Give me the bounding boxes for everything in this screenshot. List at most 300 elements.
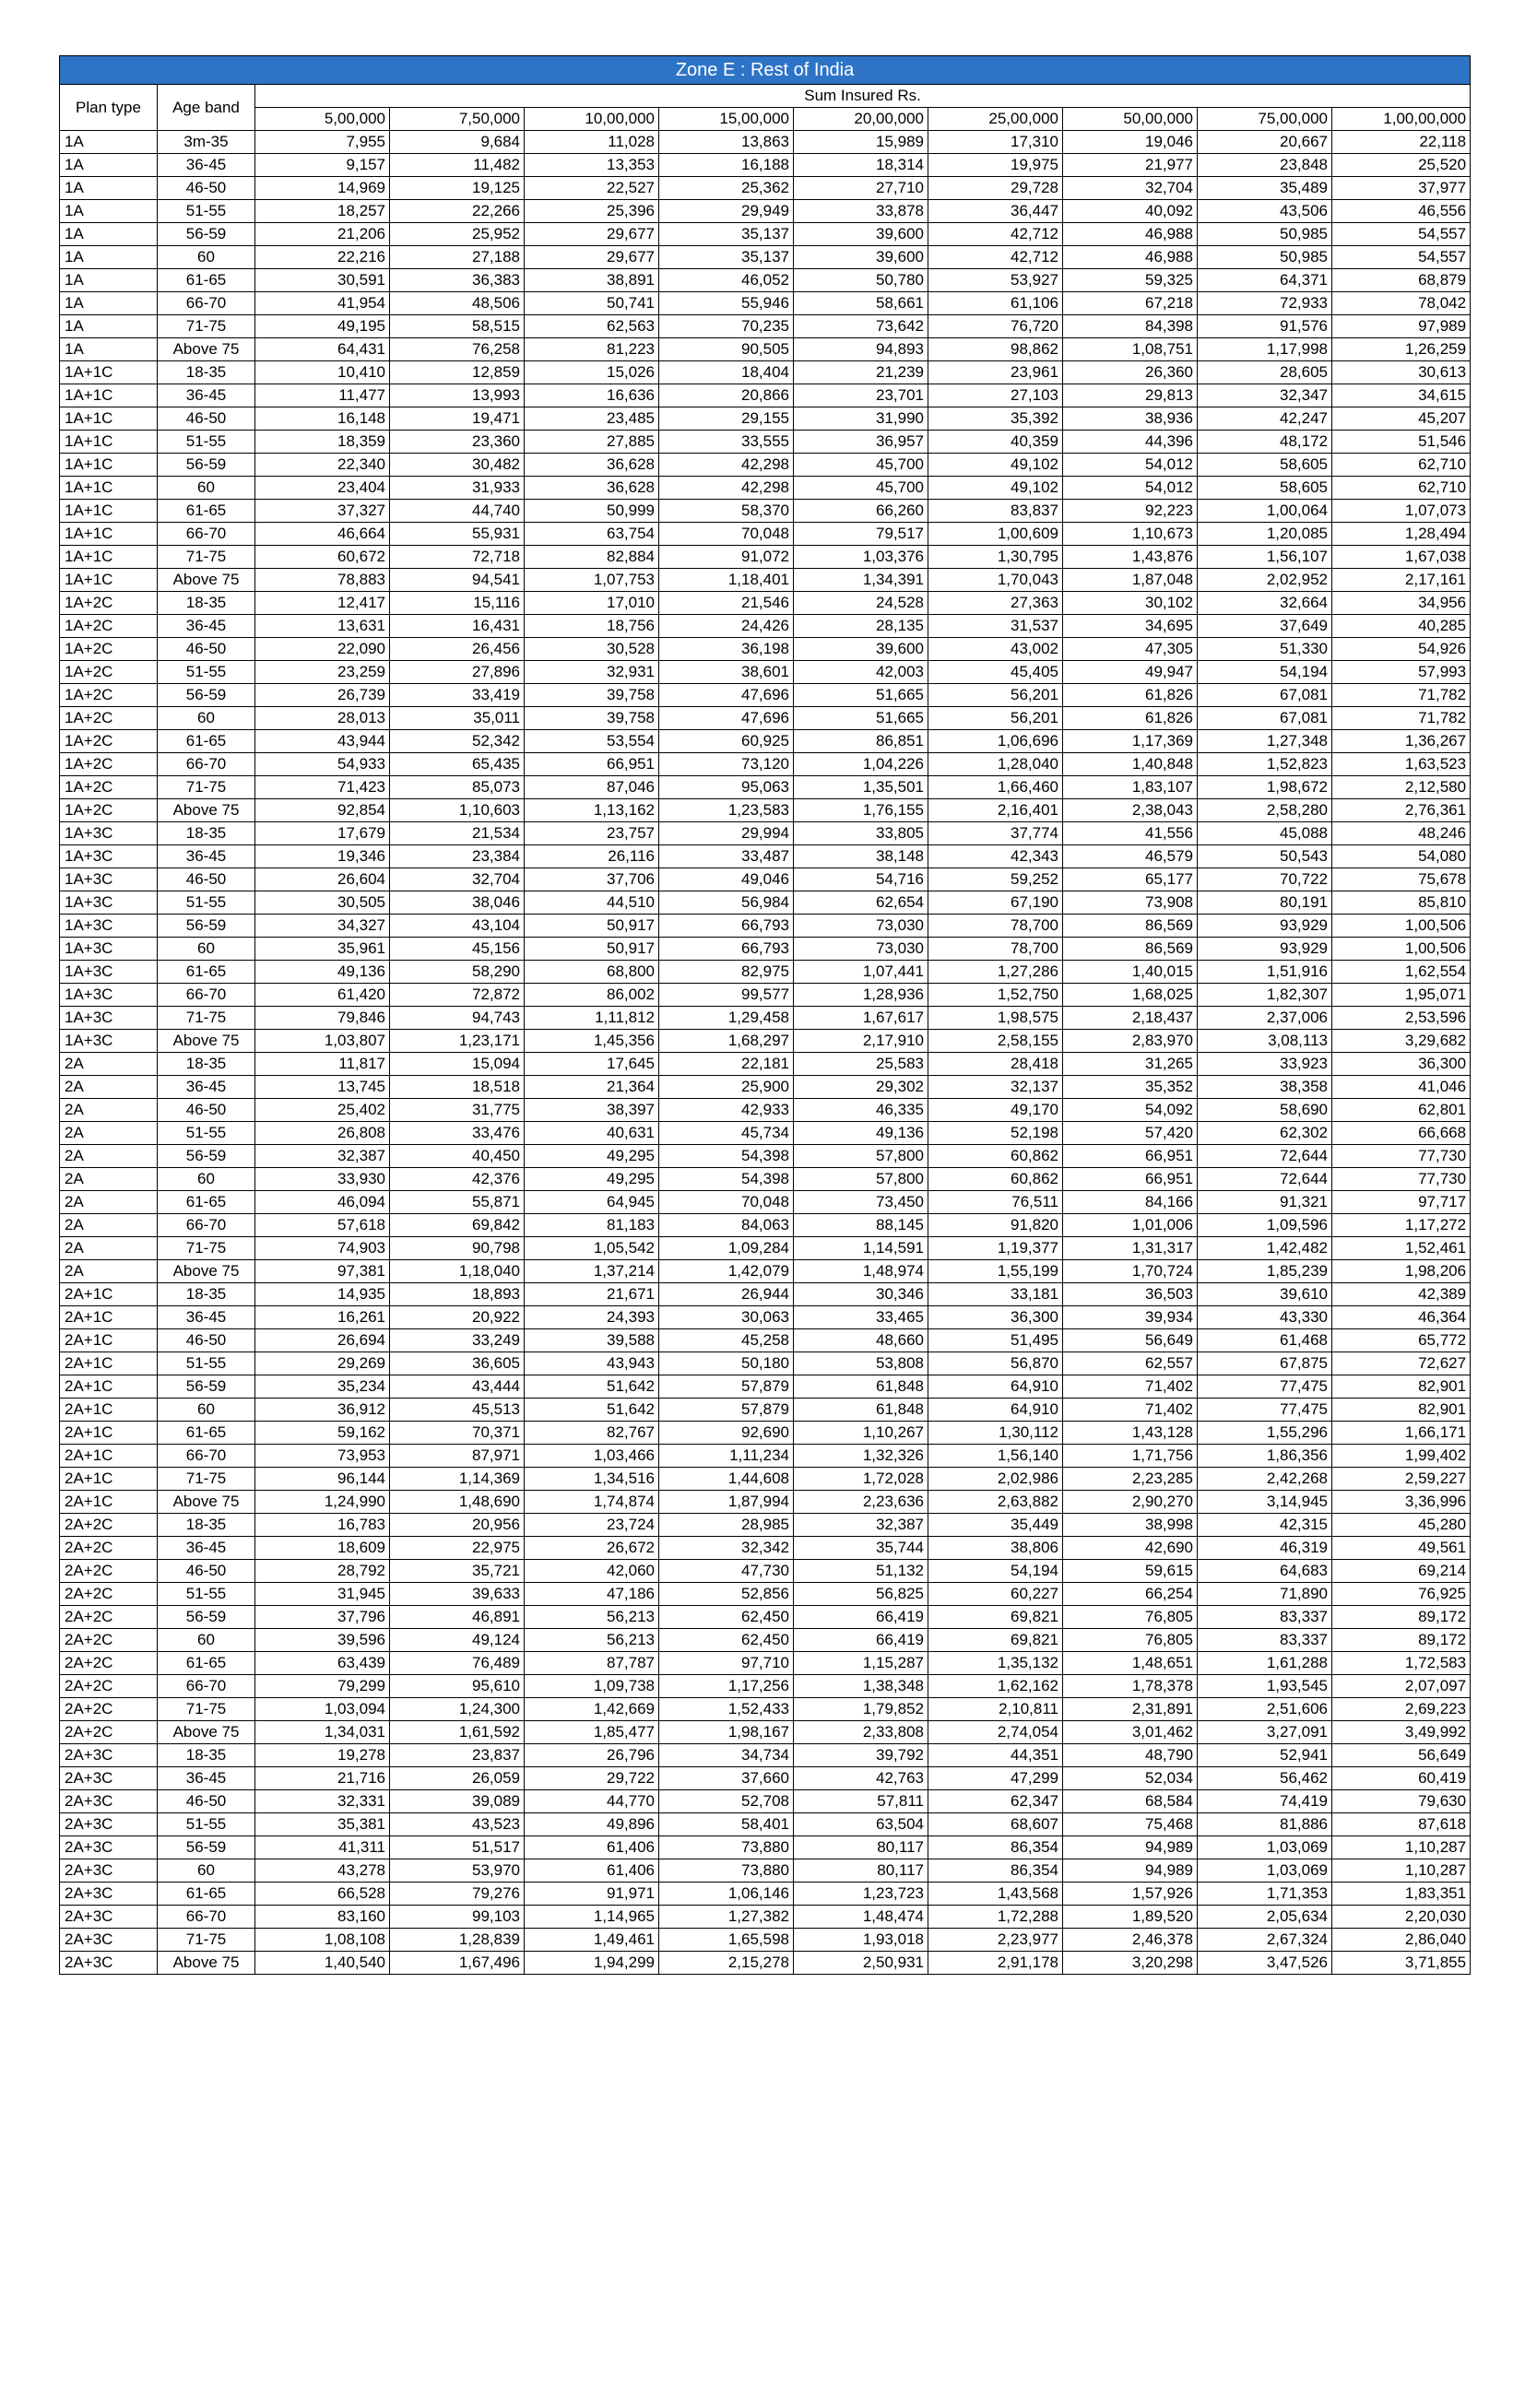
age-band-cell: 71-75 — [158, 546, 255, 569]
premium-cell: 34,327 — [255, 915, 390, 938]
table-row — [60, 1283, 1471, 1306]
premium-cell: 42,298 — [659, 454, 794, 477]
table-row — [60, 269, 1471, 292]
age-band-cell: Above 75 — [158, 1952, 255, 1975]
premium-cell: 73,880 — [659, 1859, 794, 1883]
premium-cell: 15,989 — [794, 131, 928, 154]
plan-type-cell: 1A+1C — [60, 454, 158, 477]
premium-cell: 81,223 — [525, 338, 659, 361]
premium-cell: 1,56,107 — [1198, 546, 1332, 569]
premium-cell: 1,83,351 — [1332, 1883, 1471, 1906]
premium-cell: 2,18,437 — [1063, 1007, 1198, 1030]
premium-cell: 66,668 — [1332, 1122, 1471, 1145]
premium-cell: 42,763 — [794, 1767, 928, 1790]
premium-cell: 64,683 — [1198, 1560, 1332, 1583]
age-band-cell: 36-45 — [158, 1306, 255, 1329]
premium-cell: 45,700 — [794, 477, 928, 500]
premium-cell: 28,418 — [928, 1053, 1063, 1076]
table-row — [60, 177, 1471, 200]
age-band-cell: 18-35 — [158, 592, 255, 615]
premium-cell: 49,102 — [928, 454, 1063, 477]
premium-cell: 82,901 — [1332, 1375, 1471, 1399]
premium-cell: 42,389 — [1332, 1283, 1471, 1306]
table-row — [60, 200, 1471, 223]
premium-cell: 39,600 — [794, 638, 928, 661]
premium-cell: 71,890 — [1198, 1583, 1332, 1606]
premium-cell: 1,72,288 — [928, 1906, 1063, 1929]
premium-cell: 1,34,391 — [794, 569, 928, 592]
premium-cell: 71,423 — [255, 776, 390, 799]
premium-cell: 11,477 — [255, 384, 390, 407]
premium-cell: 54,398 — [659, 1168, 794, 1191]
age-band-cell: 46-50 — [158, 1560, 255, 1583]
premium-cell: 64,945 — [525, 1191, 659, 1214]
premium-cell: 50,917 — [525, 938, 659, 961]
premium-cell: 35,381 — [255, 1813, 390, 1836]
premium-cell: 59,162 — [255, 1422, 390, 1445]
premium-cell: 2,86,040 — [1332, 1929, 1471, 1952]
premium-cell: 68,879 — [1332, 269, 1471, 292]
premium-cell: 42,376 — [390, 1168, 525, 1191]
premium-cell: 52,941 — [1198, 1744, 1332, 1767]
premium-cell: 19,975 — [928, 154, 1063, 177]
premium-cell: 29,722 — [525, 1767, 659, 1790]
premium-cell: 3,29,682 — [1332, 1030, 1471, 1053]
premium-cell: 69,842 — [390, 1214, 525, 1237]
premium-cell: 17,679 — [255, 822, 390, 845]
premium-cell: 11,817 — [255, 1053, 390, 1076]
plan-type-cell: 2A+1C — [60, 1283, 158, 1306]
premium-cell: 51,495 — [928, 1329, 1063, 1352]
premium-cell: 31,990 — [794, 407, 928, 431]
plan-type-cell: 1A — [60, 246, 158, 269]
premium-cell: 46,988 — [1063, 246, 1198, 269]
premium-cell: 21,977 — [1063, 154, 1198, 177]
plan-type-cell: 1A+3C — [60, 961, 158, 984]
plan-type-cell: 1A — [60, 315, 158, 338]
premium-cell: 37,706 — [525, 868, 659, 891]
premium-cell: 99,103 — [390, 1906, 525, 1929]
premium-cell: 62,710 — [1332, 454, 1471, 477]
premium-cell: 49,947 — [1063, 661, 1198, 684]
premium-cell: 1,93,018 — [794, 1929, 928, 1952]
premium-cell: 2,58,280 — [1198, 799, 1332, 822]
age-band-cell: 71-75 — [158, 776, 255, 799]
premium-cell: 78,700 — [928, 915, 1063, 938]
premium-cell: 72,644 — [1198, 1145, 1332, 1168]
premium-cell: 1,85,239 — [1198, 1260, 1332, 1283]
premium-cell: 48,506 — [390, 292, 525, 315]
premium-cell: 90,798 — [390, 1237, 525, 1260]
premium-cell: 33,805 — [794, 822, 928, 845]
age-band-cell: 56-59 — [158, 1375, 255, 1399]
premium-cell: 1,10,287 — [1332, 1836, 1471, 1859]
premium-cell: 53,808 — [794, 1352, 928, 1375]
table-row — [60, 684, 1471, 707]
premium-cell: 15,094 — [390, 1053, 525, 1076]
premium-cell: 1,07,073 — [1332, 500, 1471, 523]
plan-type-cell: 2A+3C — [60, 1744, 158, 1767]
premium-cell: 95,063 — [659, 776, 794, 799]
plan-type-cell: 1A+1C — [60, 361, 158, 384]
plan-type-cell: 2A+2C — [60, 1698, 158, 1721]
premium-cell: 3,47,526 — [1198, 1952, 1332, 1975]
plan-type-cell: 2A+1C — [60, 1329, 158, 1352]
plan-type-cell: 1A — [60, 269, 158, 292]
premium-cell: 36,198 — [659, 638, 794, 661]
table-row — [60, 1191, 1471, 1214]
premium-cell: 69,821 — [928, 1629, 1063, 1652]
premium-cell: 13,993 — [390, 384, 525, 407]
age-band-cell: 60 — [158, 1399, 255, 1422]
age-band-cell: Above 75 — [158, 569, 255, 592]
premium-cell: 31,945 — [255, 1583, 390, 1606]
premium-cell: 1,68,025 — [1063, 984, 1198, 1007]
table-row — [60, 1260, 1471, 1283]
premium-cell: 1,94,299 — [525, 1952, 659, 1975]
premium-cell: 29,302 — [794, 1076, 928, 1099]
premium-cell: 99,577 — [659, 984, 794, 1007]
premium-cell: 21,239 — [794, 361, 928, 384]
plan-type-cell: 1A+2C — [60, 799, 158, 822]
premium-cell: 62,557 — [1063, 1352, 1198, 1375]
premium-cell: 3,08,113 — [1198, 1030, 1332, 1053]
premium-cell: 15,116 — [390, 592, 525, 615]
premium-cell: 21,716 — [255, 1767, 390, 1790]
premium-cell: 9,684 — [390, 131, 525, 154]
premium-cell: 62,302 — [1198, 1122, 1332, 1145]
premium-cell: 2,10,811 — [928, 1698, 1063, 1721]
premium-cell: 45,088 — [1198, 822, 1332, 845]
premium-cell: 29,994 — [659, 822, 794, 845]
premium-cell: 81,886 — [1198, 1813, 1332, 1836]
premium-cell: 32,342 — [659, 1537, 794, 1560]
premium-cell: 73,120 — [659, 753, 794, 776]
premium-cell: 93,929 — [1198, 915, 1332, 938]
plan-type-cell: 2A — [60, 1076, 158, 1099]
premium-cell: 19,278 — [255, 1744, 390, 1767]
premium-cell: 36,957 — [794, 431, 928, 454]
premium-cell: 74,903 — [255, 1237, 390, 1260]
premium-cell: 1,09,738 — [525, 1675, 659, 1698]
premium-cell: 13,353 — [525, 154, 659, 177]
plan-type-cell: 2A+2C — [60, 1514, 158, 1537]
premium-cell: 17,010 — [525, 592, 659, 615]
premium-cell: 2,91,178 — [928, 1952, 1063, 1975]
premium-cell: 35,011 — [390, 707, 525, 730]
premium-cell: 37,660 — [659, 1767, 794, 1790]
premium-cell: 49,102 — [928, 477, 1063, 500]
premium-cell: 59,252 — [928, 868, 1063, 891]
premium-cell: 56,201 — [928, 684, 1063, 707]
premium-cell: 1,71,756 — [1063, 1445, 1198, 1468]
premium-cell: 52,034 — [1063, 1767, 1198, 1790]
premium-cell: 35,489 — [1198, 177, 1332, 200]
premium-cell: 86,002 — [525, 984, 659, 1007]
premium-cell: 39,792 — [794, 1744, 928, 1767]
premium-cell: 28,135 — [794, 615, 928, 638]
age-band-cell: 51-55 — [158, 1583, 255, 1606]
plan-type-cell: 1A+1C — [60, 546, 158, 569]
plan-type-cell: 1A+1C — [60, 500, 158, 523]
premium-cell: 1,00,506 — [1332, 915, 1471, 938]
premium-cell: 75,468 — [1063, 1813, 1198, 1836]
premium-cell: 22,527 — [525, 177, 659, 200]
table-title: Zone E : Rest of India — [60, 56, 1471, 85]
premium-cell: 89,172 — [1332, 1629, 1471, 1652]
plan-type-cell: 1A+3C — [60, 1007, 158, 1030]
table-row — [60, 799, 1471, 822]
premium-cell: 2,38,043 — [1063, 799, 1198, 822]
premium-cell: 54,194 — [928, 1560, 1063, 1583]
sum-insured-column-header: 75,00,000 — [1198, 108, 1332, 131]
premium-cell: 1,03,094 — [255, 1698, 390, 1721]
premium-cell: 90,505 — [659, 338, 794, 361]
premium-cell: 36,300 — [928, 1306, 1063, 1329]
table-row — [60, 477, 1471, 500]
premium-cell: 87,971 — [390, 1445, 525, 1468]
table-row — [60, 384, 1471, 407]
plan-type-cell: 2A+2C — [60, 1629, 158, 1652]
premium-cell: 26,739 — [255, 684, 390, 707]
premium-cell: 27,363 — [928, 592, 1063, 615]
table-row — [60, 1352, 1471, 1375]
table-row — [60, 1491, 1471, 1514]
premium-cell: 25,402 — [255, 1099, 390, 1122]
premium-cell: 70,722 — [1198, 868, 1332, 891]
premium-cell: 3,14,945 — [1198, 1491, 1332, 1514]
premium-cell: 86,354 — [928, 1836, 1063, 1859]
premium-cell: 61,106 — [928, 292, 1063, 315]
age-band-cell: 46-50 — [158, 638, 255, 661]
premium-cell: 72,644 — [1198, 1168, 1332, 1191]
premium-cell: 1,74,874 — [525, 1491, 659, 1514]
premium-cell: 76,925 — [1332, 1583, 1471, 1606]
premium-cell: 95,610 — [390, 1675, 525, 1698]
premium-cell: 53,927 — [928, 269, 1063, 292]
plan-type-cell: 2A+2C — [60, 1537, 158, 1560]
premium-cell: 31,933 — [390, 477, 525, 500]
age-band-cell: 18-35 — [158, 822, 255, 845]
plan-type-cell: 1A+1C — [60, 431, 158, 454]
age-band-cell: 66-70 — [158, 1214, 255, 1237]
premium-cell: 86,851 — [794, 730, 928, 753]
premium-cell: 36,605 — [390, 1352, 525, 1375]
plan-type-cell: 1A+1C — [60, 569, 158, 592]
premium-cell: 16,261 — [255, 1306, 390, 1329]
premium-cell: 83,160 — [255, 1906, 390, 1929]
premium-cell: 35,744 — [794, 1537, 928, 1560]
premium-cell: 54,926 — [1332, 638, 1471, 661]
premium-cell: 1,00,506 — [1332, 938, 1471, 961]
age-band-cell: 56-59 — [158, 1836, 255, 1859]
premium-cell: 28,013 — [255, 707, 390, 730]
premium-cell: 65,177 — [1063, 868, 1198, 891]
premium-cell: 1,42,079 — [659, 1260, 794, 1283]
premium-cell: 1,35,132 — [928, 1652, 1063, 1675]
premium-cell: 23,961 — [928, 361, 1063, 384]
premium-cell: 19,125 — [390, 177, 525, 200]
premium-cell: 18,359 — [255, 431, 390, 454]
premium-cell: 60,227 — [928, 1583, 1063, 1606]
premium-cell: 79,299 — [255, 1675, 390, 1698]
premium-cell: 1,06,146 — [659, 1883, 794, 1906]
premium-cell: 37,796 — [255, 1606, 390, 1629]
premium-cell: 51,330 — [1198, 638, 1332, 661]
table-row — [60, 984, 1471, 1007]
premium-cell: 42,060 — [525, 1560, 659, 1583]
plan-type-cell: 1A+2C — [60, 707, 158, 730]
premium-cell: 56,649 — [1332, 1744, 1471, 1767]
premium-cell: 1,86,356 — [1198, 1445, 1332, 1468]
age-band-cell: 56-59 — [158, 454, 255, 477]
premium-cell: 57,879 — [659, 1375, 794, 1399]
premium-cell: 1,04,226 — [794, 753, 928, 776]
premium-cell: 16,636 — [525, 384, 659, 407]
age-band-cell: 61-65 — [158, 1422, 255, 1445]
premium-cell: 1,28,494 — [1332, 523, 1471, 546]
premium-cell: 32,704 — [1063, 177, 1198, 200]
table-row — [60, 1537, 1471, 1560]
premium-cell: 25,520 — [1332, 154, 1471, 177]
table-row — [60, 500, 1471, 523]
premium-cell: 18,257 — [255, 200, 390, 223]
table-row — [60, 730, 1471, 753]
premium-cell: 48,790 — [1063, 1744, 1198, 1767]
premium-cell: 23,360 — [390, 431, 525, 454]
premium-cell: 1,48,974 — [794, 1260, 928, 1283]
premium-cell: 42,712 — [928, 223, 1063, 246]
plan-type-cell: 2A+3C — [60, 1952, 158, 1975]
premium-cell: 61,468 — [1198, 1329, 1332, 1352]
table-row — [60, 1375, 1471, 1399]
table-row — [60, 1237, 1471, 1260]
premium-cell: 2,51,606 — [1198, 1698, 1332, 1721]
premium-cell: 50,741 — [525, 292, 659, 315]
premium-cell: 30,528 — [525, 638, 659, 661]
premium-cell: 58,605 — [1198, 454, 1332, 477]
table-row — [60, 1468, 1471, 1491]
premium-cell: 66,793 — [659, 938, 794, 961]
premium-cell: 1,38,348 — [794, 1675, 928, 1698]
premium-cell: 28,792 — [255, 1560, 390, 1583]
premium-cell: 1,55,296 — [1198, 1422, 1332, 1445]
table-row — [60, 1906, 1471, 1929]
premium-cell: 1,17,369 — [1063, 730, 1198, 753]
premium-cell: 1,29,458 — [659, 1007, 794, 1030]
premium-cell: 80,117 — [794, 1836, 928, 1859]
premium-cell: 26,116 — [525, 845, 659, 868]
table-row — [60, 1721, 1471, 1744]
table-row — [60, 1675, 1471, 1698]
premium-cell: 56,213 — [525, 1606, 659, 1629]
premium-cell: 84,166 — [1063, 1191, 1198, 1214]
premium-cell: 2,05,634 — [1198, 1906, 1332, 1929]
premium-cell: 1,10,287 — [1332, 1859, 1471, 1883]
premium-cell: 49,046 — [659, 868, 794, 891]
premium-cell: 1,15,287 — [794, 1652, 928, 1675]
premium-cell: 52,198 — [928, 1122, 1063, 1145]
premium-cell: 38,046 — [390, 891, 525, 915]
premium-cell: 1,82,307 — [1198, 984, 1332, 1007]
premium-cell: 36,503 — [1063, 1283, 1198, 1306]
premium-cell: 35,961 — [255, 938, 390, 961]
premium-cell: 69,214 — [1332, 1560, 1471, 1583]
table-row — [60, 1145, 1471, 1168]
premium-cell: 45,280 — [1332, 1514, 1471, 1537]
age-band-cell: 66-70 — [158, 523, 255, 546]
premium-cell: 19,346 — [255, 845, 390, 868]
premium-cell: 1,49,461 — [525, 1929, 659, 1952]
premium-cell: 1,48,651 — [1063, 1652, 1198, 1675]
premium-cell: 42,690 — [1063, 1537, 1198, 1560]
age-band-cell: 51-55 — [158, 891, 255, 915]
premium-cell: 45,156 — [390, 938, 525, 961]
table-row — [60, 707, 1471, 730]
premium-cell: 73,030 — [794, 915, 928, 938]
premium-cell: 63,504 — [794, 1813, 928, 1836]
premium-cell: 1,52,433 — [659, 1698, 794, 1721]
table-row — [60, 407, 1471, 431]
premium-cell: 20,866 — [659, 384, 794, 407]
premium-cell: 35,449 — [928, 1514, 1063, 1537]
premium-cell: 38,998 — [1063, 1514, 1198, 1537]
premium-cell: 41,046 — [1332, 1076, 1471, 1099]
premium-cell: 60,419 — [1332, 1767, 1471, 1790]
premium-cell: 1,72,028 — [794, 1468, 928, 1491]
premium-cell: 36,628 — [525, 477, 659, 500]
premium-cell: 22,266 — [390, 200, 525, 223]
premium-cell: 18,893 — [390, 1283, 525, 1306]
premium-cell: 57,993 — [1332, 661, 1471, 684]
premium-cell: 49,136 — [255, 961, 390, 984]
premium-cell: 1,28,936 — [794, 984, 928, 1007]
premium-cell: 1,03,069 — [1198, 1836, 1332, 1859]
premium-cell: 72,933 — [1198, 292, 1332, 315]
premium-cell: 48,246 — [1332, 822, 1471, 845]
premium-cell: 1,52,461 — [1332, 1237, 1471, 1260]
plan-type-cell: 2A+2C — [60, 1583, 158, 1606]
premium-cell: 91,321 — [1198, 1191, 1332, 1214]
plan-type-cell: 1A — [60, 154, 158, 177]
premium-cell: 48,660 — [794, 1329, 928, 1352]
premium-cell: 43,523 — [390, 1813, 525, 1836]
premium-cell: 25,362 — [659, 177, 794, 200]
age-band-cell: 61-65 — [158, 961, 255, 984]
premium-cell: 1,40,015 — [1063, 961, 1198, 984]
premium-cell: 49,295 — [525, 1145, 659, 1168]
premium-cell: 48,172 — [1198, 431, 1332, 454]
premium-cell: 61,826 — [1063, 684, 1198, 707]
premium-cell: 18,756 — [525, 615, 659, 638]
premium-cell: 45,258 — [659, 1329, 794, 1352]
premium-cell: 64,910 — [928, 1375, 1063, 1399]
premium-cell: 1,30,112 — [928, 1422, 1063, 1445]
age-band-cell: 46-50 — [158, 1329, 255, 1352]
plan-type-cell: 1A+3C — [60, 984, 158, 1007]
plan-type-cell: 2A — [60, 1237, 158, 1260]
age-band-cell: 66-70 — [158, 753, 255, 776]
premium-cell: 2,42,268 — [1198, 1468, 1332, 1491]
premium-cell: 38,806 — [928, 1537, 1063, 1560]
premium-cell: 26,796 — [525, 1744, 659, 1767]
table-row — [60, 638, 1471, 661]
premium-cell: 3,49,992 — [1332, 1721, 1471, 1744]
plan-type-cell: 2A — [60, 1145, 158, 1168]
premium-cell: 85,073 — [390, 776, 525, 799]
premium-cell: 23,757 — [525, 822, 659, 845]
premium-cell: 23,837 — [390, 1744, 525, 1767]
